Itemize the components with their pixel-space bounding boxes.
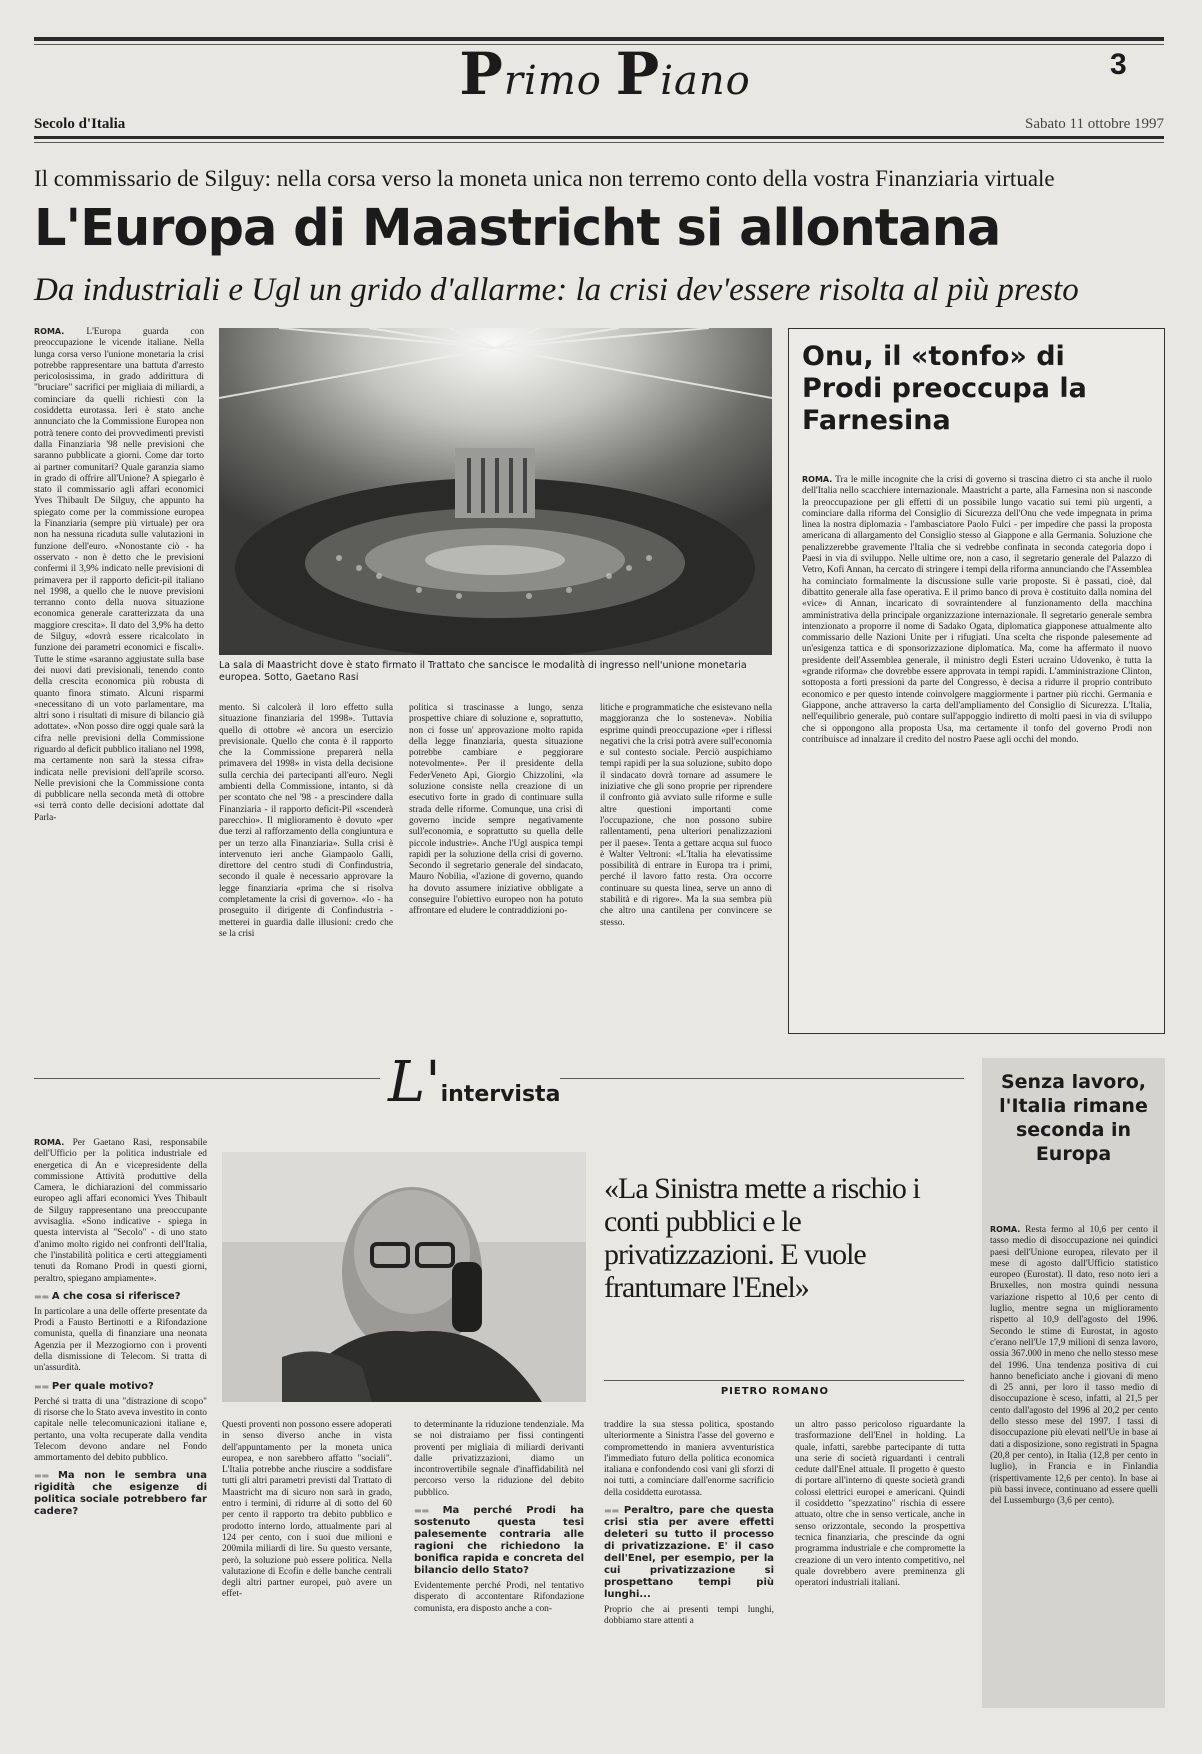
masthead-bottom-rule [34,136,1164,139]
lead-subhead: Da industriali e Ugl un grido d'allarme: la crisi dev'essere risolta al più presto [34,272,1079,308]
lead-column-3: politica si trascinasse a lungo, senza prospettive chiare di soluzione e, soprattutto, non ci fosse un' approvazione molto rapida della legge finanziaria, questa situazione potrebbe cambiare e peggiorare notevolmente». Per il presidente della FederVeneto Api, Giorgio Chizzolini, «la soluzione consiste nella creazione di un esecutivo forte in grado di continuare sulla strada delle riforme. Comunque, una crisi di governo incide sempre negativamente sull'economia, e soprattutto su quella delle piccole industrie». Anche l'Ugl auspica tempi rapidi per la soluzione della crisi di governo. Secondo il segretario generale del sindacato, Mauro Nobilia, «l'azione di governo, quando ha dovuto assumere iniziative obbligate a conseguire l'obiettivo europeo non ha potuto affrontare ed eludere le contraddizioni po- [409,703,583,917]
masthead-bottom-rule-thin [34,142,1164,143]
section-name: Primo Piano [459,40,751,108]
interview-column-5: un altro passo pericoloso riguardante la trasformazione dell'Enel in holding. La quale, infatti, sarebbe partecipante di tutta una serie di società riguardanti i centrali cedute dall'Enel attuale. Il progetto è questo di portare all'interno di queste società grandi colossi elettrici europei e americani. Quindi il cosiddetto "spezzatino" rischia di essere attuato, oltre che in senso verticale, anche in senso orizzontale, secondo la prospettiva tecnica finanziaria, che prescinde da ogni programma industriale e che compromette la creazione di un vero intento competitivo, nel quale dovrebbero avere preminenza gli operatori industriali italiani. [795,1420,965,1589]
question-2: ▬▬ Per quale motivo? [34,1381,207,1393]
intervista-rule-left [34,1078,380,1079]
unemployment-box [982,1058,1165,1708]
page-number: 3 [1110,48,1127,81]
interview-column-4: traddire la sua stessa politica, spostando ulteriormente a Sinistra l'asse del governo e compromettendo in maniera avventuristica l'immediato futuro della politica economica italiana e confondendo così vani gli sforzi di noi tutti, a cominciare dall'enorme sacrificio della cosiddetta eurotassa. ▬▬ Peraltro, pare che questa crisi stia per avere effetti deleteri su tutto il processo di privatizzazione. E' il caso dell'Enel, per esempio, per la cui privatizzazione si prospettano tempi più lunghi... Proprio che ai presenti tempi lunghi, dobbiamo stare attenti a [604,1420,774,1710]
lead-column-2: mento. Si calcolerà il loro effetto sulla situazione finanziaria del 1998». Tuttavia quello di ottobre «è ancora un esercizio previsionale. Quello che conta è il rapporto che la Commissione preparerà nella primavera del 1998» in vista della decisione sulla cerchia dei partecipanti all'euro. Negli ambienti della Commissione, intanto, si dà per scontato che nel '98 - a prescindere dalla Finanziaria - il rapporto deficit-Pil «scenderà parecchio». Il miglioramento è dovuto «per due terzi al rafforzamento della congiuntura e per un terzo alla Finanziaria». Sulla crisi è intervenuto ieri anche Giampaolo Galli, direttore del centro studi di Confindustria, secondo il quale è necessario approvare la legge finanziaria «prima che si risolva completamente la crisi di governo». «Io - ha proseguito il dirigente di Confindustria - metterei in guardia dalle illusioni: credo che se la crisi [219,703,393,939]
pull-quote: «La Sinistra mette a rischio i conti pubblici e le privatizzazioni. E vuole frantumare l'Enel» [604,1172,920,1304]
onu-headline: Onu, il «tonfo» di Prodi preoccupa la Farnesina [802,341,1087,436]
lead-column-1: ROMA. L'Europa guarda con preoccupazione le vicende italiane. Nella lunga corsa verso l'unione monetaria la crisi potrebbe rappresentare una battuta d'arresto pericolosissima, in grado addirittura di "bruciare" sacrifici per migliaia di miliardi, a cominciare da quelli richiesti con la cosiddetta eurotassa. Ieri è stato anche annunciato che la Commissione Europea non potrà tenere conto dei provvedimenti previsti dalla Finanziaria '98 nelle previsioni che saranno pubblicate a giorni. Come dar torto ai partner comunitari? Quale garanzia siamo in grado di offrire all'Unione? A spiegarlo è stato il commissario agli affari economici Yves Thibault De Silguy, che appunto ha spiegato come per la commissione europea la Finanziaria (sempre più virtuale) per ora non ha nessuna ricaduta sulle valutazioni in funzione dell'euro. «Nonostante ciò - ha osservato - non è detto che le previsioni confermi il 3,9% indicato nelle previsioni di primavera per il rapporto deficit-pil italiano nel 1998, a quello che le nuove previsioni terranno conto della nuova situazione economica generale caratterizzata da una maggiore crescita». Il dato del 3,9% ha detto de Silguy, «dovrà essere ricalcolato in funzione dei parametri economici e fiscali». Tutte le stime «saranno aggiustate sulla base dei nuovi dati previsionali, tenendo conto della crescita economica più robusta di quanto finora stimato. Alcuni risparmi «necessitano di un voto parlamentare, ma altri sono i risultati di misure di bilancio già adottate». «Non posso dire oggi quale sarà la cifra nelle previsioni della Commissione riguardo al deficit pubblico italiano nel 1998, ma certamente non sarà la stessa cifra» indicata nelle previsioni dell'aprile scorso. Nelle previsioni che la Commissione conta di pubblicare nella seconda metà di ottobre «si terrà conto delle decisioni adottate dal Parla- [34,327,204,823]
question-5: ▬▬ Peraltro, pare che questa crisi stia per avere effetti deleteri su tutto il processo di privatizzazione. E' il caso dell'Enel, per esempio, per la cui privatizzazione si prospettano tempi più lunghi... [604,1505,774,1601]
lead-column-4: litiche e programmatiche che esistevano nella maggioranza che lo sosteneva». Nobilia esprime quindi preoccupazione «per i riflessi negativi che la crisi potrà avere sull'economia e sul contesto sociale. Perciò auspichiamo tempi rapidi per la sua soluzione, subito dopo il sindacato dovrà tornare ad assumere le iniziative che gli sono proprie per riprendere il confronto già avviato sulle riforme e sulle altre questioni importanti come l'occupazione, che non possono subire rallentamenti, pena ulteriori penalizzazioni per il paese». Tenta a gettare acqua sul fuoco è Walter Veltroni: «L'Italia ha elevatissime possibilità di entrare in Europa tra i primi, perché il lavoro fatto resta. Ora occorre continuare su questa linea, serve un anno di stabilità e di rigore». Ma la sua sembra più che altro una cantilena per convincere se stesso. [600,703,772,928]
interview-column-3: to determinante la riduzione tendenziale. Ma se noi distraiamo per fissi contingenti proventi per migliaia di miliardi derivanti dalle privatizzazioni, diamo un incontrovertibile segnale d'inaffidabilità nel percorso verso la riduzione del debito pubblico. ▬▬ Ma perché Prodi ha sostenuto questa tesi palesemente contraria alle ragioni che richiedono la bonifica rapida e concreta del bilancio dello Stato? Evidentemente perché Prodi, nel tentativo disperato di accontentare Rifondazione comunista, era disposto anche a con- [414,1420,584,1710]
unemployment-body: ROMA. Resta fermo al 10,6 per cento il tasso medio di disoccupazione nei quindici paesi dell'Unione europea, rilevato per il mese di agosto dall'Ufficio statistico europeo (Eurostat). Il dato, reso noto ieri a Bruxelles, non mostra quindi nessuna variazione rispetto al 10,6 per cento di luglio, mentre segna un miglioramento rispetto al 10,9 dell'agosto del 1996. Secondo le stime di Eurostat, in agosto c'erano nell'Ue 17,9 milioni di senza lavoro, ossia 367.000 in meno che nello stesso mese del 1996. Una tendenza positiva di cui hanno beneficiato anche i giovani di meno di 25 anni, per loro il tasso medio di disoccupazione è sceso, infatti, al 21,5 per cento dall'agosto del 1996 al 20,2 per cento dello stesso mese del 1997. I tassi di disoccupazione più elevati nell'Ue in base ai dati a disposizione, sono registrati in Spagna (20,8 per cento), in Italia (12,8 per cento in luglio), in Francia e in Finlandia (rispettivamente 12,6 per cento). In base ai più bassi invece, continuano ad essere quelli del Lussemburgo (3,6 per cento). [990,1225,1158,1507]
lead-kicker: Il commissario de Silguy: nella corsa verso la moneta unica non terremo conto della vostra Finanziaria virtuale [34,166,1055,191]
question-1: ▬▬ A che cosa si riferisce? [34,1291,207,1303]
issue-date: Sabato 11 ottobre 1997 [1024,116,1164,132]
rasi-portrait-photo [222,1152,586,1402]
quote-rule [604,1380,964,1381]
unemployment-headline: Senza lavoro, l'Italia rimane seconda in Europa [999,1071,1148,1165]
intervista-title: L'intervista [388,1050,561,1115]
portrait-illustration [222,1152,586,1402]
lead-headline: L'Europa di Maastricht si allontana [34,199,1001,258]
question-3: ▬▬ Ma non le sembra una rigidità che esigenze di politica sociale potrebbero far cadere? [34,1470,207,1518]
onu-body: ROMA. Tra le mille incognite che la crisi di governo si trascina dietro ci sta anche il ruolo dell'Italia nello scacchiere internazionale. Maastricht a parte, alla Farnesina non si nasconde la preoccupazione per gli effetti di un possibile lungo vacatio sui temi più urgenti, a cominciare dalla riforma del Consiglio di Sicurezza dell'Onu che vede impegnata in prima linea la nostra diplomazia - l'ambasciatore Paolo Fulci - per impedire che passi la proposta americana di allargamento del Consiglio stesso al Giappone e alla Germania. Soluzione che penalizzerebbe gravemente l'Italia che si vedrebbe confinata in seconda categoria dopo i Paesi in via di sviluppo. Nelle ultime ore, non a caso, il segretario generale del Palazzo di Vetro, Kofi Annan, ha cercato di stringere i tempi della riforma annunciando che l'Assemblea ha cominciato formalmente la discussione sulle varie proposte. Si è passati, cioè, dal dibattito generale alla fase operativa. E il primo banco di prova è costituito dalla nomina del «vice» di Annan, incaricato di sovraintendere al funzionamento della macchina amministrativa della principale organizzazione internazionale. Il segretario generale sembra intenzionato a proporre il nome di Sadako Ogata, diplomatica giapponese attualmente alto commissario delle Nazioni Unite per i rifugiati. Una scelta che risponde palesemente ad un'esigenza tattica e di sponsorizzazione diplomatica. Ma, come ha affermato il nuovo presidente dell'Assemblea generale, il ministro degli Esteri ucraino Udovenko, è tutta la «grande riforma» che dovrebbe essere approvata in tempi rapidi. L'amministrazione Clinton, sottoposta a forti pressioni da parte del Congresso, è decisa a ridurre il proprio contributo economico e per questo intende coinvolgere maggiormente i partner più ricchi. Germania e Giappone, anche attraverso la carta dell'ampliamento del Consiglio di Sicurezza. L'Italia, nell'equilibrio generale, può contare sull'appoggio indiretto di molti paesi in via di sviluppo che si oppongono alla proposta Usa, ma certamente il tonfo del governo Prodi non contribuisce ad innalzare il credito del nostro Paese agli occhi del mondo. [802,475,1152,745]
maastricht-hall-photo [219,328,772,655]
question-4: ▬▬ Ma perché Prodi ha sostenuto questa tesi palesemente contraria alle ragioni che richiedono la bonifica rapida e concreta del bilancio dello Stato? [414,1505,584,1577]
hall-illustration [219,328,772,655]
intervista-rule-right [560,1078,964,1079]
interview-column-1: ROMA. Per Gaetano Rasi, responsabile dell'Ufficio per la politica industriale ed energetica di An e vicepresidente della commissione Attività produttive della Camera, le dichiarazioni del commissario europeo agli affari economici Yves Thibault de Silguy rappresentano una preoccupante avvisaglia. «Sono indicative - spiega in questa intervista al "Secolo" - di uno stato d'animo molto rigido nei confronti dell'Italia, che l'instabilità politica e certi atteggiamenti tenuti da Romano Prodi in questi giorni, peraltro, spiegano ampiamente». ▬▬ A che cosa si riferisce? In particolare a una delle offerte presentate da Prodi a Fausto Bertinotti e a Rifondazione comunista, quella di finanziare una neonata Agenzia per il Mezzogiorno con i proventi della dismissione di Telecom. Si tratta di un'assurdità. ▬▬ Per quale motivo? Perché si tratta di una "distrazione di scopo" di risorse che lo Stato aveva investito in conto capitale nelle telecomunicazioni italiane e, pertanto, una volta recuperate dalla vendita Telecom devono andare nel Fondo ammortamento del debito pubblico. ▬▬ Ma non le sembra una rigidità che esigenze di politica sociale potrebbero far cadere? [34,1137,207,1702]
photo-caption: La sala di Maastricht dove è stato firmato il Trattato che sancisce le modalità di ingresso nell'unione monetaria europea. Sotto, Gaetano Rasi [219,660,747,683]
paper-name: Secolo d'Italia [34,116,126,132]
byline: PIETRO ROMANO [720,1386,829,1397]
onu-article-box [788,328,1165,1034]
interview-column-2: Questi proventi non possono essere adoperati in senso diverso anche in vista dell'appuntamento per la moneta unica europea, e non sarebbero affatto "sociali". L'Italia potrebbe anche riuscire a soddisfare tutti gli altri parametri previsti dal Trattato di Maastricht ma di sicuro non sarà in grado, entro i termini, di ridurre al di sotto del 60 per cento il rapporto tra debito pubblico e prodotto interno lordo, attualmente pari al 124 per cento, con i suoi due milioni e 200mila miliardi di lire. Su questo versante, però, la soluzione può essere politica. Nella valutazione di Ecofin e delle banche centrali degli altri partner europei, può avere un effet- [222,1420,392,1600]
